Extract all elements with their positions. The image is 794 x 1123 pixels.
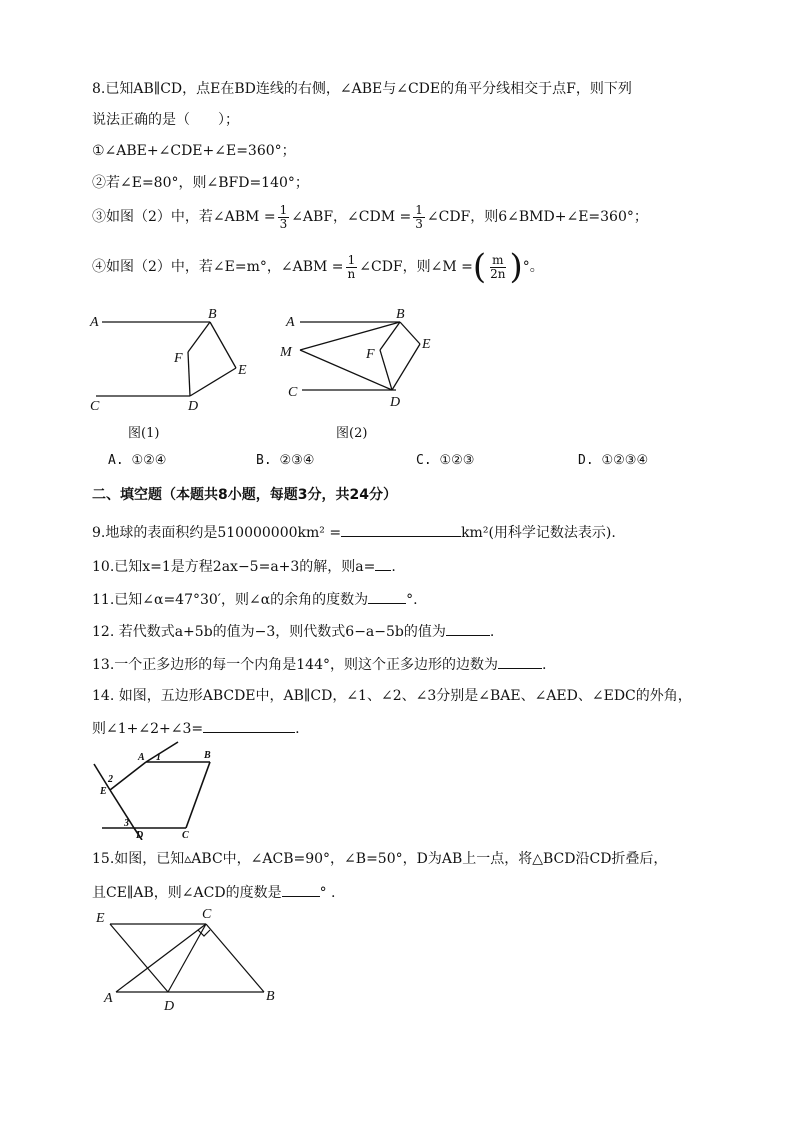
q10-answer-blank[interactable] [375, 556, 391, 571]
q15-label-d: D [164, 999, 175, 1014]
q14-label-2: 2 [108, 774, 113, 785]
q8-statement-4 [92, 247, 544, 287]
q14-label-1: 1 [156, 752, 161, 763]
q15-line2 [92, 882, 335, 902]
s4-frac2-den: 2n [490, 266, 506, 281]
q8-statement-3 [92, 202, 648, 232]
q15-pre: 且CE∥AB，则∠ACD的度数是 [92, 885, 282, 901]
q13-pre: 13.一个正多边形的每一个内角是144°，则这个正多边形的边数为 [92, 657, 498, 673]
q14-label-e: E [100, 786, 107, 797]
choice-d[interactable]: D. ①②③④ [578, 453, 649, 468]
q8-line2: 说法正确的是（ ）； [92, 112, 239, 128]
q15-post: ° . [319, 885, 336, 901]
q12 [92, 621, 494, 641]
q9 [92, 522, 616, 542]
s4-post: °。 [522, 259, 544, 275]
fig1-seg-bf [188, 322, 210, 352]
q12-answer-blank[interactable] [446, 621, 490, 636]
fig1-caption: 图(1) [128, 426, 160, 441]
fig2-label-m: M [280, 345, 292, 360]
q8-statement-2: ②若∠E=80°，则∠BFD=140°； [92, 175, 309, 191]
s4-mid: ∠CDF，则∠M = [359, 259, 473, 275]
q15-seg-ed [110, 924, 168, 992]
s3-frac1-num: 1 [279, 202, 288, 217]
q14-label-b: B [204, 750, 211, 761]
q14-line2 [92, 718, 300, 738]
fig2-label-e: E [422, 337, 431, 352]
q15-figure [88, 902, 288, 1014]
q9-answer-blank[interactable] [341, 522, 461, 537]
fig1-label-b: B [208, 307, 217, 322]
q11-pre: 11.已知∠α=47°30′，则∠α的余角的度数为 [92, 592, 369, 608]
fig2-seg-ed [392, 344, 420, 390]
q14-ext-ba [146, 742, 178, 762]
fig2-seg-fd [380, 350, 392, 390]
fig1-label-e: E [238, 363, 247, 378]
s3-frac1-den: 3 [279, 216, 288, 231]
q13 [92, 654, 546, 674]
fig1-label-d: D [188, 399, 199, 414]
choice-c[interactable]: C. ①②③ [416, 453, 475, 468]
fig1-seg-fd [188, 352, 190, 396]
s4-frac2-num: m [492, 252, 504, 267]
figure-1 [88, 304, 268, 416]
fig2-label-c: C [288, 385, 298, 400]
q11 [92, 589, 418, 609]
s3-frac2-den: 3 [415, 216, 423, 231]
q15-answer-blank[interactable] [282, 882, 320, 897]
s4-fraction-1 [346, 254, 358, 281]
q12-post: . [489, 624, 495, 640]
q15-line1: 15.如图，已知▵ABC中，∠ACB=90°，∠B=50°，D为AB上一点，将△BCD沿CD折叠后， [92, 851, 668, 867]
q14-pre: 则∠1+∠2+∠3= [92, 721, 204, 737]
fig1-label-f: F [174, 351, 183, 366]
s4-pre: ④如图（2）中，若∠E=m°，∠ABM = [92, 259, 344, 275]
fig1-seg-ed [190, 368, 236, 396]
s3-post: ∠CDF，则6∠BMD+∠E=360°； [426, 209, 648, 225]
q14-seg-ed [110, 790, 134, 828]
q15-label-c: C [202, 907, 212, 922]
fig2-label-a: A [286, 315, 295, 330]
q15-label-b: B [266, 989, 275, 1004]
fig2-label-d: D [390, 395, 401, 410]
q14-seg-ae [110, 762, 146, 790]
s3-mid: ∠ABF，∠CDM = [291, 209, 412, 225]
choice-a[interactable]: A. ①②④ [108, 453, 167, 468]
q9-pre: 9.地球的表面积约是510000000km² = [92, 525, 342, 541]
fig2-seg-be [400, 322, 420, 344]
q15-label-a: A [104, 991, 113, 1006]
section-2-title: 二、填空题（本题共8小题，每题3分，共24分） [92, 487, 397, 503]
q9-post: km²(用科学记数法表示). [461, 525, 616, 541]
q12-pre: 12. 若代数式a+5b的值为−3，则代数式6−a−5b的值为 [92, 624, 446, 640]
fig2-label-f: F [366, 347, 375, 362]
figure-2 [280, 304, 450, 414]
q14-label-a: A [138, 752, 145, 763]
q10 [92, 556, 396, 576]
q10-pre: 10.已知x=1是方程2ax−5=a+3的解，则a= [92, 559, 376, 575]
q14-line1: 14. 如图，五边形ABCDE中，AB∥CD，∠1、∠2、∠3分别是∠BAE、∠AED、∠EDC的外角， [92, 688, 692, 704]
s4-frac1-num: 1 [347, 252, 356, 267]
q14-label-3: 3 [124, 818, 129, 829]
q11-post: °. [406, 592, 418, 608]
fig1-seg-be [210, 322, 236, 368]
s4-frac1-den: n [347, 266, 356, 281]
s3-fraction-1 [278, 204, 290, 231]
q11-answer-blank[interactable] [368, 589, 406, 604]
fig2-label-b: B [396, 307, 405, 322]
q14-figure [88, 738, 228, 840]
s3-frac2-num: 1 [415, 202, 423, 217]
q13-answer-blank[interactable] [498, 654, 542, 669]
q14-label-c: C [182, 830, 189, 840]
q14-answer-blank[interactable] [203, 718, 295, 733]
q15-seg-cb [206, 924, 264, 992]
q10-post: . [391, 559, 396, 575]
q8-statement-1: ①∠ABE+∠CDE+∠E=360°； [92, 143, 296, 159]
q14-post: . [295, 721, 300, 737]
q15-label-e: E [96, 911, 105, 926]
choice-b[interactable]: B. ②③④ [256, 453, 315, 468]
fig2-seg-mb [300, 322, 400, 350]
s3-pre: ③如图（2）中，若∠ABM = [92, 209, 276, 225]
fig2-caption: 图(2) [336, 426, 368, 441]
q15-seg-cd [168, 924, 206, 992]
fig2-seg-md [300, 350, 392, 390]
s3-fraction-2 [413, 204, 425, 231]
s4-paren-fraction: ( $\frac{m}{2n}$ ) [472, 247, 523, 287]
q14-label-d: D [136, 830, 144, 840]
q8-line1: 8.已知AB∥CD，点E在BD连线的右侧，∠ABE与∠CDE的角平分线相交于点F，则下列 [92, 81, 632, 97]
fig1-label-a: A [90, 315, 99, 330]
q14-seg-bc [186, 762, 210, 828]
fig1-label-c: C [90, 399, 100, 414]
q15-seg-ca [116, 924, 206, 992]
q13-post: . [542, 657, 547, 673]
